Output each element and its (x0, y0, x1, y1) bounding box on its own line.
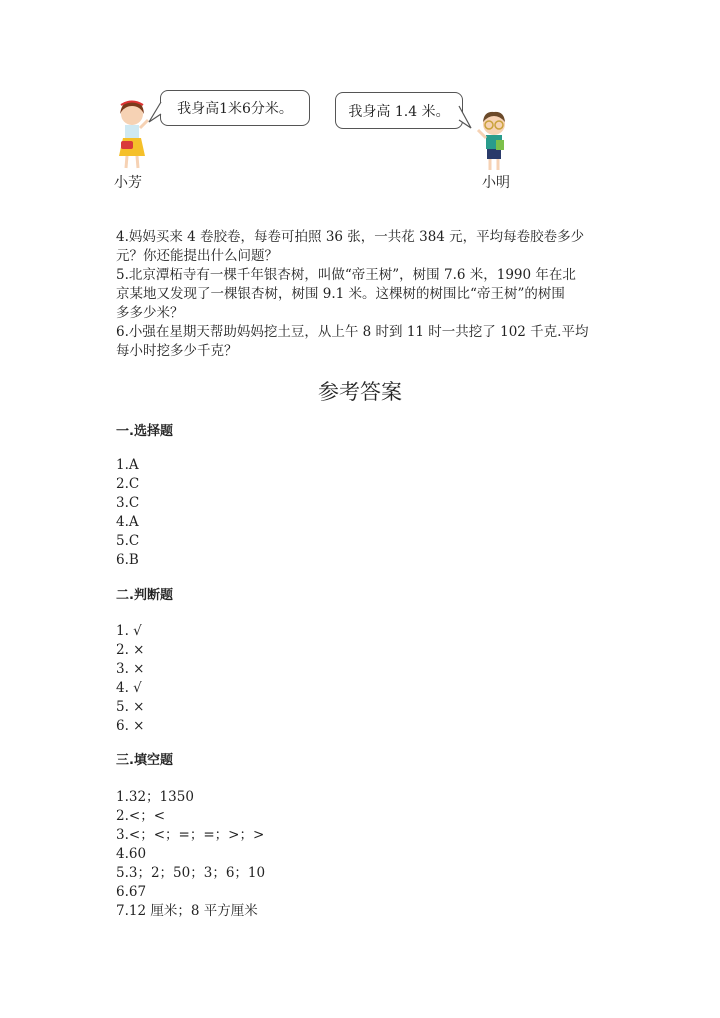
girl-speech-bubble (160, 90, 310, 126)
answer-item: 6.B (116, 552, 139, 568)
bubble-tail (458, 104, 472, 130)
section-heading: 二.判断题 (116, 588, 173, 603)
answer-item: 3.C (116, 495, 140, 511)
girl-name: 小芳 (114, 175, 142, 191)
answer-item: 1.32；1350 (116, 789, 194, 805)
boy-illustration (474, 108, 514, 174)
answer-item: 5. × (116, 699, 145, 715)
answer-item: 3. × (116, 661, 145, 677)
answer-item: 5.3；2；50；3；6；10 (116, 865, 266, 881)
question-line: 6.小强在星期天帮助妈妈挖土豆，从上午 8 时到 11 时一共挖了 102 千克.平均 (116, 324, 589, 340)
answer-title: 参考答案 (318, 380, 402, 404)
question-line: 多多少米？ (116, 305, 184, 321)
answer-item: 4.60 (116, 846, 147, 862)
answer-item: 1.A (116, 457, 139, 473)
boy-speech: 我身高 1.4 米。 (348, 103, 450, 120)
answer-item: 2.<；< (116, 808, 166, 824)
girl-speech: 我身高1米6分米。 (177, 101, 293, 117)
answer-item: 4. √ (116, 680, 142, 696)
answer-item: 4.A (116, 514, 139, 530)
question-line: 每小时挖多少千克？ (116, 343, 238, 359)
question-line: 5.北京潭柘寺有一棵千年银杏树，叫做“帝王树”，树围 7.6 米，1990 年在北 (116, 267, 576, 283)
question-line: 元？你还能提出什么问题？ (116, 248, 278, 264)
answer-item: 6.67 (116, 884, 147, 900)
answer-item: 7.12 厘米；8 平方厘米 (116, 903, 258, 919)
answer-item: 3.<；<；=；=；>；> (116, 827, 265, 843)
bubble-tail (148, 100, 162, 124)
answer-item: 5.C (116, 533, 140, 549)
question-line: 4.妈妈买来 4 卷胶卷，每卷可拍照 36 张，一共花 384 元，平均每卷胶卷多少 (116, 229, 585, 245)
answer-item: 1. √ (116, 623, 142, 639)
boy-name: 小明 (482, 175, 510, 191)
answer-item: 2.C (116, 476, 140, 492)
answer-item: 2. × (116, 642, 145, 658)
section-heading: 三.填空题 (116, 753, 173, 768)
boy-speech-bubble (335, 92, 463, 129)
section-heading: 一.选择题 (116, 424, 173, 439)
answer-item: 6. × (116, 718, 145, 734)
question-line: 京某地又发现了一棵银杏树，树围 9.1 米。这棵树的树围比“帝王树”的树围 (116, 286, 565, 302)
